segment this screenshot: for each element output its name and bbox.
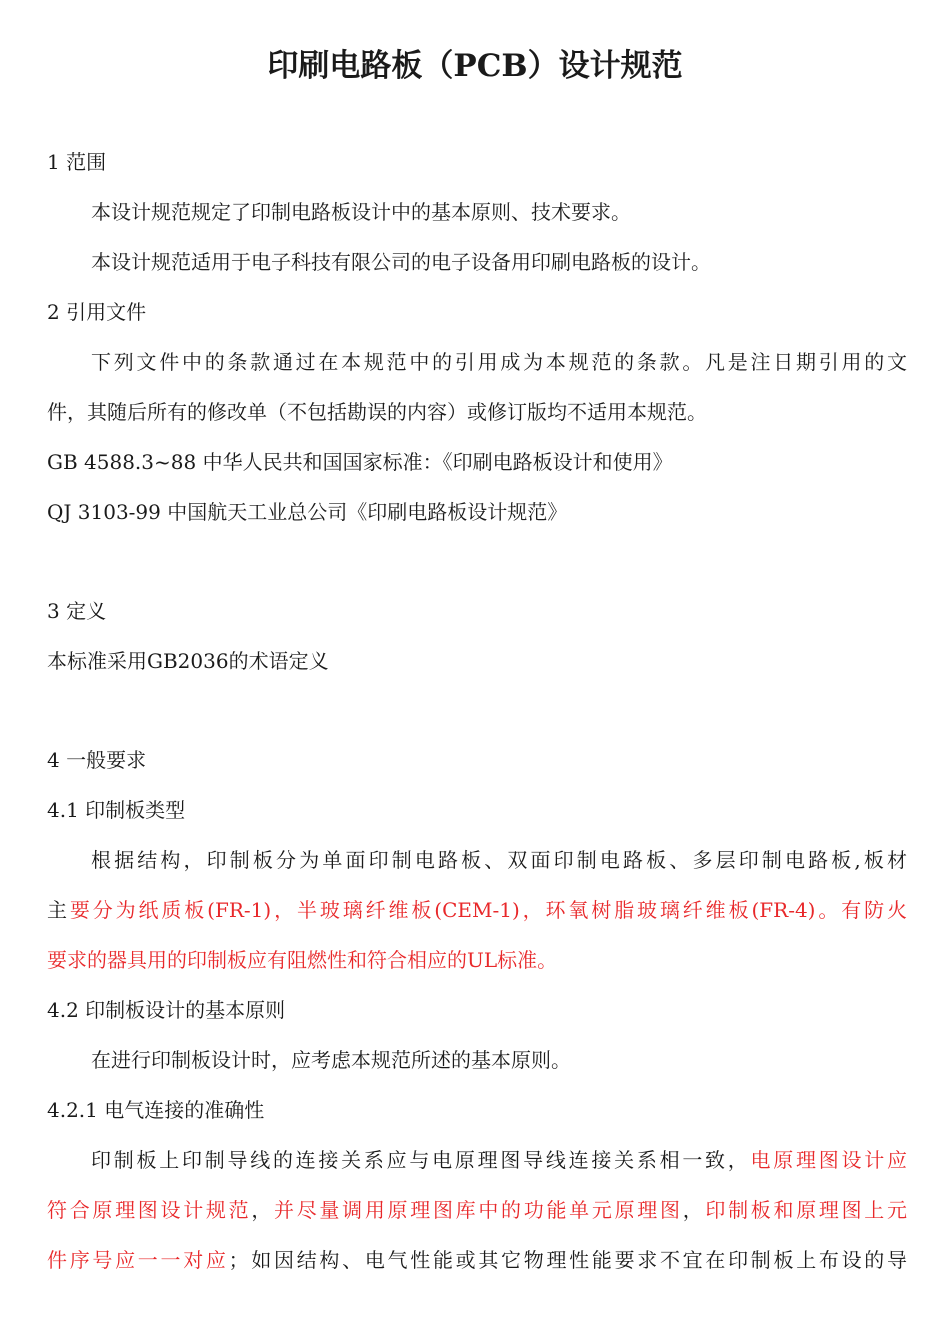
section-4-1-line-2-start: 主 [47, 898, 70, 922]
section-4-1-line-2 [47, 895, 907, 925]
section-4-1-line-1: 根据结构，印制板分为单面印制电路板、双面印制电路板、多层印制电路板,板材 [91, 848, 907, 872]
reference-qj3103: QJ 3103-99 中国航天工业总公司《印刷电路板设计规范》 [47, 500, 568, 524]
section-4-2-1-line-2 [47, 1195, 907, 1225]
section-4-2-1-line-3-text: ；如因结构、电气性能或其它物理性能要求不宜在印制板上布设的导 [228, 1248, 908, 1272]
section-3-heading: 3 定义 [47, 599, 107, 623]
section-4-2-heading: 4.2 印制板设计的基本原则 [47, 998, 286, 1022]
section-4-2-1-heading: 4.2.1 电气连接的准确性 [47, 1098, 265, 1122]
section-2-paragraph-line-1: 下列文件中的条款通过在本规范中的引用成为本规范的条款。凡是注日期引用的文 [91, 350, 907, 374]
section-4-2-1-line-2-red-a: 符合原理图设计规范 [47, 1198, 252, 1222]
board-material-text: 要分为纸质板(FR-1)，半玻璃纤维板(CEM-1)，环氧树脂玻璃纤维板(FR-4)。有防火 [69, 898, 908, 922]
section-3-paragraph: 本标准采用GB2036的术语定义 [47, 649, 329, 673]
section-4-2-1-line-3-red: 件序号应一一对应 [47, 1248, 229, 1272]
reference-gb4588: GB 4588.3~88 中华人民共和国国家标准：《印刷电路板设计和使用》 [47, 450, 673, 474]
section-1-heading: 1 范围 [47, 150, 107, 174]
section-4-2-paragraph: 在进行印制板设计时，应考虑本规范所述的基本原则。 [91, 1048, 571, 1072]
section-4-2-1-line-2-comma-a: ， [251, 1198, 275, 1222]
section-4-2-1-line-1-text: 印制板上印制导线的连接关系应与电原理图导线连接关系相一致， [91, 1148, 751, 1172]
section-1-paragraph-1: 本设计规范规定了印制电路板设计中的基本原则、技术要求。 [91, 200, 631, 224]
section-2-heading: 2 引用文件 [47, 300, 147, 324]
section-1-paragraph-2: 本设计规范适用于电子科技有限公司的电子设备用印刷电路板的设计。 [91, 250, 711, 274]
section-4-2-1-line-1-red: 电原理图设计应 [750, 1148, 908, 1172]
section-4-2-1-line-2-comma-b: ， [682, 1198, 706, 1222]
document-title: 印刷电路板（PCB）设计规范 [267, 48, 683, 84]
section-4-1-heading: 4.1 印制板类型 [47, 798, 186, 822]
section-4-2-1-line-1 [91, 1145, 907, 1175]
section-4-2-1-line-2-red-b: 并尽量调用原理图库中的功能单元原理图 [274, 1198, 683, 1222]
section-4-2-1-line-2-red-c: 印制板和原理图上元 [705, 1198, 908, 1222]
section-2-paragraph-line-2: 件，其随后所有的修改单（不包括勘误的内容）或修订版均不适用本规范。 [47, 400, 707, 424]
section-4-heading: 4 一般要求 [47, 748, 147, 772]
section-4-2-1-line-3 [47, 1245, 907, 1275]
section-4-1-line-3: 要求的器具用的印制板应有阻燃性和符合相应的UL标准。 [47, 948, 558, 972]
